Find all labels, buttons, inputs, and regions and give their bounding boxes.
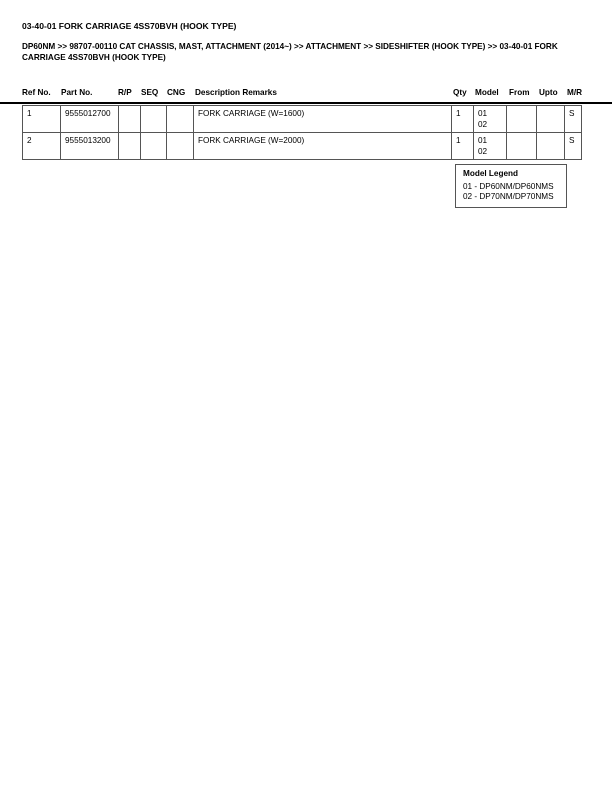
header-upto: Upto [539, 88, 558, 97]
cell-cng [167, 133, 194, 160]
cell-from [507, 106, 537, 133]
page-title: 03-40-01 FORK CARRIAGE 4SS70BVH (HOOK TYPE) [22, 21, 237, 31]
cell-seq [141, 106, 167, 133]
header-part-no: Part No. [61, 88, 93, 97]
cell-rp [119, 106, 141, 133]
cell-cng [167, 106, 194, 133]
cell-ref-no: 2 [23, 133, 61, 160]
cell-rp [119, 133, 141, 160]
header-seq: SEQ [141, 88, 159, 97]
cell-upto [537, 106, 565, 133]
header-cng: CNG [167, 88, 186, 97]
cell-ref-no: 1 [23, 106, 61, 133]
model-code: 02 [478, 119, 488, 129]
cell-mr: S [565, 133, 582, 160]
cell-part-no: 9555013200 [61, 133, 119, 160]
header-divider [0, 102, 612, 104]
cell-seq [141, 133, 167, 160]
table-row[interactable] [23, 106, 582, 133]
cell-mr: S [565, 106, 582, 133]
model-code: 01 [478, 109, 488, 118]
legend-item: 01 - DP60NM/DP60NMS [463, 181, 554, 191]
model-code: 02 [478, 146, 488, 156]
legend-item: 02 - DP70NM/DP70NMS [463, 192, 554, 201]
cell-part-no: 9555012700 [61, 106, 119, 133]
cell-description: FORK CARRIAGE (W=1600) [194, 106, 452, 133]
parts-table [22, 105, 582, 160]
header-model: Model [475, 88, 499, 97]
cell-from [507, 133, 537, 160]
cell-qty: 1 [452, 133, 474, 160]
cell-upto [537, 133, 565, 160]
header-ref-no: Ref No. [22, 88, 51, 97]
table-row[interactable] [23, 133, 582, 160]
header-from: From [509, 88, 530, 97]
cell-model [474, 106, 507, 133]
cell-description: FORK CARRIAGE (W=2000) [194, 133, 452, 160]
cell-qty: 1 [452, 106, 474, 133]
header-mr: M/R [567, 88, 583, 97]
model-code: 01 [478, 136, 488, 145]
breadcrumb: DP60NM >> 98707-00110 CAT CHASSIS, MAST, ATTACHMENT (2014~) >> ATTACHMENT >> SIDESHIFTER (HOOK TYPE) >> 03-40-01 FORK CARRIAGE 4SS70BVH (HOOK TYPE) [22, 42, 558, 62]
header-description: Description Remarks [195, 88, 277, 97]
header-qty: Qty [453, 88, 467, 97]
legend-title: Model Legend [463, 169, 519, 178]
model-legend [455, 164, 567, 208]
cell-model [474, 133, 507, 160]
header-rp: R/P [118, 88, 132, 97]
